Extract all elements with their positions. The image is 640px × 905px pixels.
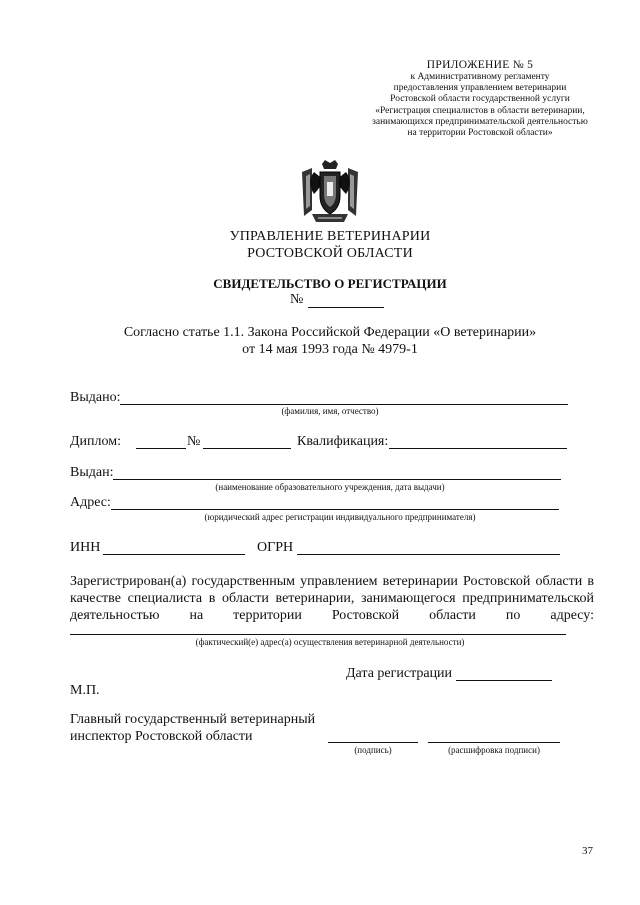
issued-by-line [113,479,561,480]
ogrn-label: ОГРН [257,540,294,555]
qualification-label: Квалификация: [297,434,389,449]
certificate-number-label: № [290,292,304,307]
inn-line [103,554,245,555]
diploma-number-label: № [187,434,201,449]
qualification-line [389,448,567,449]
issued-to-caption: (фамилия, имя, отчество) [281,406,379,416]
certificate-number [290,292,303,308]
issued-to-line [120,404,568,405]
appendix-line: на территории Ростовской области» [407,128,553,139]
stamp-label: М.П. [70,683,100,698]
certificate-title: СВИДЕТЕЛЬСТВО О РЕГИСТРАЦИИ [213,276,447,291]
appendix-line: «Регистрация специалистов в области ветеринарии, [375,105,585,116]
appendix-line: Ростовской области государственной услуги [390,94,570,105]
issued-by-label: Выдан: [70,465,114,480]
appendix-line: предоставления управлением ветеринарии [393,83,567,94]
organization-name [180,228,480,262]
coat-of-arms-icon [296,158,364,226]
registration-date-label: Дата регистрации [346,666,453,681]
address-label: Адрес: [70,495,111,510]
address-caption: (юридический адрес регистрации индивидуального предпринимателя) [204,512,476,522]
organization-name-line-2: РОСТОВСКОЙ ОБЛАСТИ [247,246,413,261]
ogrn-line [297,554,560,555]
law-reference-line-2: от 14 мая 1993 года № 4979-1 [242,342,418,357]
diploma-line [136,448,186,449]
appendix-header [330,58,630,139]
registration-text-line-1: Зарегистрирован(а) государственным управлением ветеринарии Ростовской области в [70,574,594,589]
inn-label: ИНН [70,540,101,555]
actual-address-caption: (фактический(е) адрес(а) осуществления ветеринарной деятельности) [195,637,465,647]
signatory-line-1: Главный государственный ветеринарный [70,712,316,727]
registration-text-line-3: деятельностью на территории Ростовской области по адресу: [70,608,594,623]
registration-text [70,573,594,624]
signatory-line-2: инспектор Ростовской области [70,729,253,744]
address-line [111,509,559,510]
diploma-number-line [203,448,291,449]
signature-line [328,742,418,743]
law-reference [90,324,570,358]
registration-date-line [456,680,552,681]
organization-name-line-1: УПРАВЛЕНИЕ ВЕТЕРИНАРИИ [229,229,431,244]
issued-to-label: Выдано: [70,390,121,405]
law-reference-line-1: Согласно статье 1.1. Закона Российской Федерации «О ветеринарии» [123,325,537,340]
signature-decoding-line [428,742,560,743]
diploma-label: Диплом: [70,434,122,449]
issued-by-caption: (наименование образовательного учреждения, дата выдачи) [215,482,445,492]
appendix-line: к Административному регламенту [410,72,550,82]
page-number: 37 [582,845,593,857]
certificate-number-line [308,307,384,308]
signature-caption: (подпись) [354,745,392,755]
registration-text-line-2: качестве специалиста в области ветеринарии, занимающегося предпринимательской [70,591,594,606]
appendix-line: занимающихся предпринимательской деятельностью [372,116,588,127]
actual-address-line [70,634,566,635]
appendix-title: ПРИЛОЖЕНИЕ № 5 [426,59,534,71]
signature-decoding-caption: (расшифровка подписи) [448,745,540,755]
